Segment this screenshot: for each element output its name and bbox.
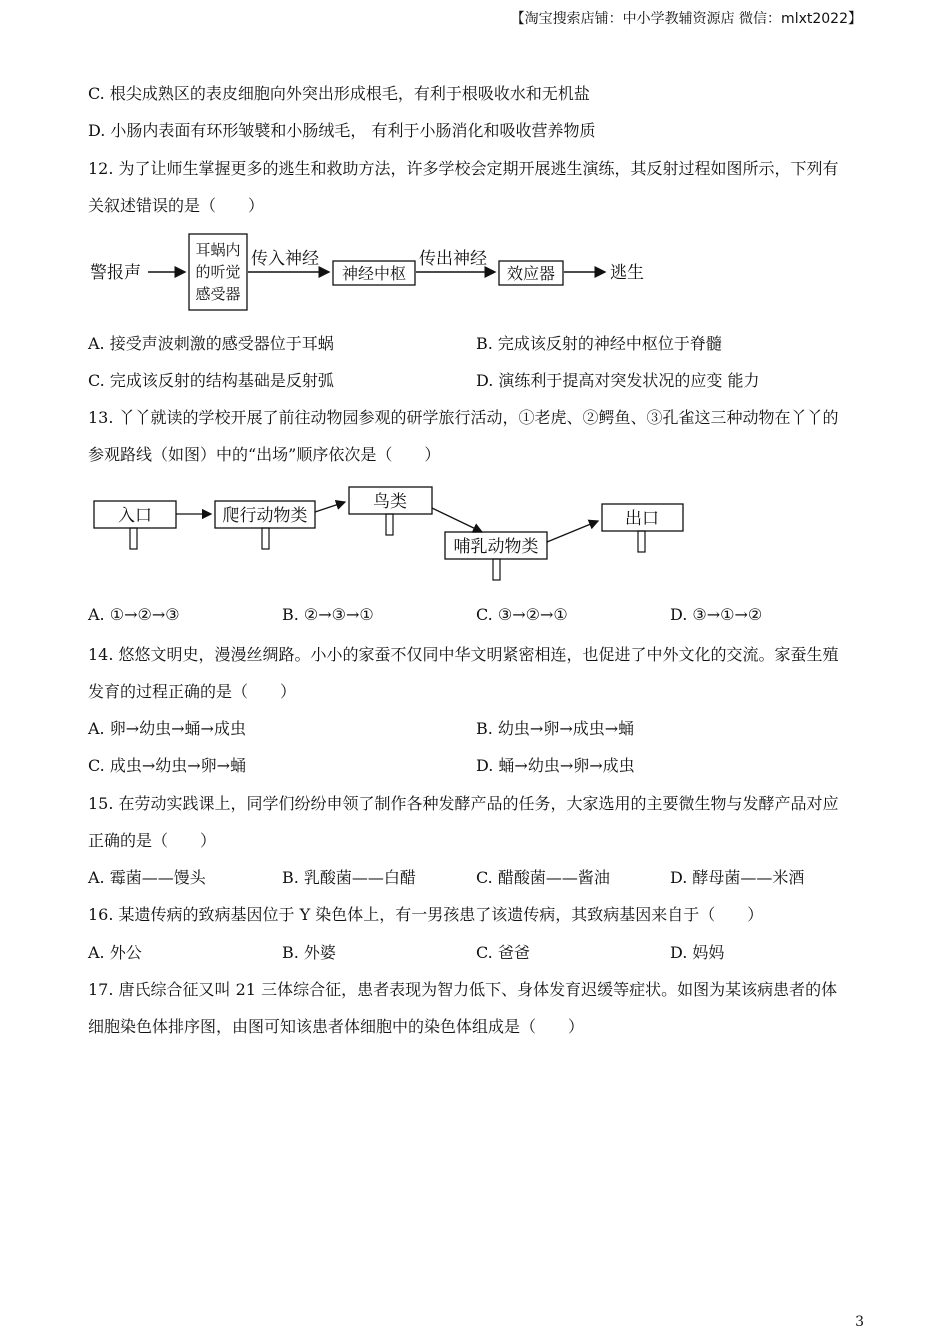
q11-option-c: C. 根尖成熟区的表皮细胞向外突出形成根毛，有利于根吸收水和无机盐 bbox=[88, 84, 590, 103]
q16-option-b: B. 外婆 bbox=[282, 943, 336, 962]
q16-option-c: C. 爸爸 bbox=[476, 943, 530, 962]
q14-stem-line2: 发育的过程正确的是（ ） bbox=[88, 682, 297, 701]
receptor-label-line1: 耳蜗内 bbox=[195, 241, 241, 259]
q12-stem-line2: 关叙述错误的是（ ） bbox=[88, 196, 265, 215]
page-number: 3 bbox=[855, 1314, 864, 1330]
q14-option-b: B. 幼虫→卵→成虫→蛹 bbox=[476, 719, 635, 738]
diagram-end-label: 逃生 bbox=[610, 263, 644, 283]
reptiles-label: 爬行动物类 bbox=[222, 506, 308, 526]
effector-label: 效应器 bbox=[506, 264, 556, 283]
efferent-label: 传出神经 bbox=[419, 249, 487, 269]
q12-option-b: B. 完成该反射的神经中枢位于脊髓 bbox=[476, 334, 722, 353]
q11-option-d: D. 小肠内表面有环形皱襞和小肠绒毛， 有利于小肠消化和吸收营养物质 bbox=[88, 121, 596, 140]
mammals-label: 哺乳动物类 bbox=[453, 537, 539, 557]
q12-stem-line1: 12. 为了让师生掌握更多的逃生和救助方法，许多学校会定期开展逃生演练，其反射过程如图所示，下列有 bbox=[88, 159, 839, 178]
q17-stem-line1: 17. 唐氏综合征又叫 21 三体综合征，患者表现为智力低下、身体发育迟缓等症状。如图为某该病患者的体 bbox=[88, 980, 838, 999]
afferent-label: 传入神经 bbox=[251, 249, 319, 269]
receptor-label-line3: 感受器 bbox=[195, 285, 241, 303]
q17-stem-line2: 细胞染色体排序图，由图可知该患者体细胞中的染色体组成是（ ） bbox=[88, 1017, 585, 1036]
q13-stem-line1: 13. 丫丫就读的学校开展了前往动物园参观的研学旅行活动，①老虎、②鳄鱼、③孔雀这三种动物在丫丫的 bbox=[88, 408, 839, 427]
q13-option-c: C. ③→②→① bbox=[476, 605, 568, 624]
q14-option-d: D. 蛹→幼虫→卵→成虫 bbox=[476, 756, 635, 775]
q16-option-a: A. 外公 bbox=[88, 943, 142, 962]
q14-option-c: C. 成虫→幼虫→卵→蛹 bbox=[88, 756, 247, 775]
q13-option-b: B. ②→③→① bbox=[282, 605, 374, 624]
q12-option-c: C. 完成该反射的结构基础是反射弧 bbox=[88, 371, 334, 390]
q15-option-c: C. 醋酸菌——酱油 bbox=[476, 868, 610, 887]
center-label: 神经中枢 bbox=[341, 264, 407, 283]
q16-stem-line1: 16. 某遗传病的致病基因位于 Y 染色体上，有一男孩患了该遗传病，其致病基因来自于（ ） bbox=[88, 905, 764, 924]
receptor-label-line2: 的听觉 bbox=[195, 263, 241, 281]
reflex-arc-diagram bbox=[0, 225, 950, 320]
page-header: 【淘宝搜索店铺：中小学教辅资源店 微信：mlxt2022】 bbox=[510, 11, 862, 27]
q14-stem-line1: 14. 悠悠文明史，漫漫丝绸路。小小的家蚕不仅同中华文明紧密相连，也促进了中外文化的交流。家蚕生殖 bbox=[88, 645, 839, 664]
q12-option-a: A. 接受声波刺激的感受器位于耳蜗 bbox=[88, 334, 334, 353]
q15-option-d: D. 酵母菌——米酒 bbox=[670, 868, 805, 887]
birds-label: 鸟类 bbox=[373, 492, 407, 512]
q13-option-d: D. ③→①→② bbox=[670, 605, 763, 624]
exit-label: 出口 bbox=[625, 509, 659, 529]
q12-option-d: D. 演练利于提高对突发状况的应变 能力 bbox=[476, 371, 760, 390]
diagram-start-label: 警报声 bbox=[90, 263, 141, 283]
q15-option-a: A. 霉菌——馒头 bbox=[88, 868, 206, 887]
entrance-label: 入口 bbox=[118, 506, 152, 526]
q16-option-d: D. 妈妈 bbox=[670, 943, 725, 962]
q13-option-a: A. ①→②→③ bbox=[88, 605, 180, 624]
q15-stem-line1: 15. 在劳动实践课上，同学们纷纷申领了制作各种发酵产品的任务，大家选用的主要微生物与发酵产品对应 bbox=[88, 794, 839, 813]
q15-stem-line2: 正确的是（ ） bbox=[88, 831, 217, 850]
zoo-route-diagram bbox=[0, 480, 950, 585]
q14-option-a: A. 卵→幼虫→蛹→成虫 bbox=[88, 719, 246, 738]
q13-stem-line2: 参观路线（如图）中的“出场”顺序依次是（ ） bbox=[88, 445, 441, 464]
q15-option-b: B. 乳酸菌——白醋 bbox=[282, 868, 416, 887]
